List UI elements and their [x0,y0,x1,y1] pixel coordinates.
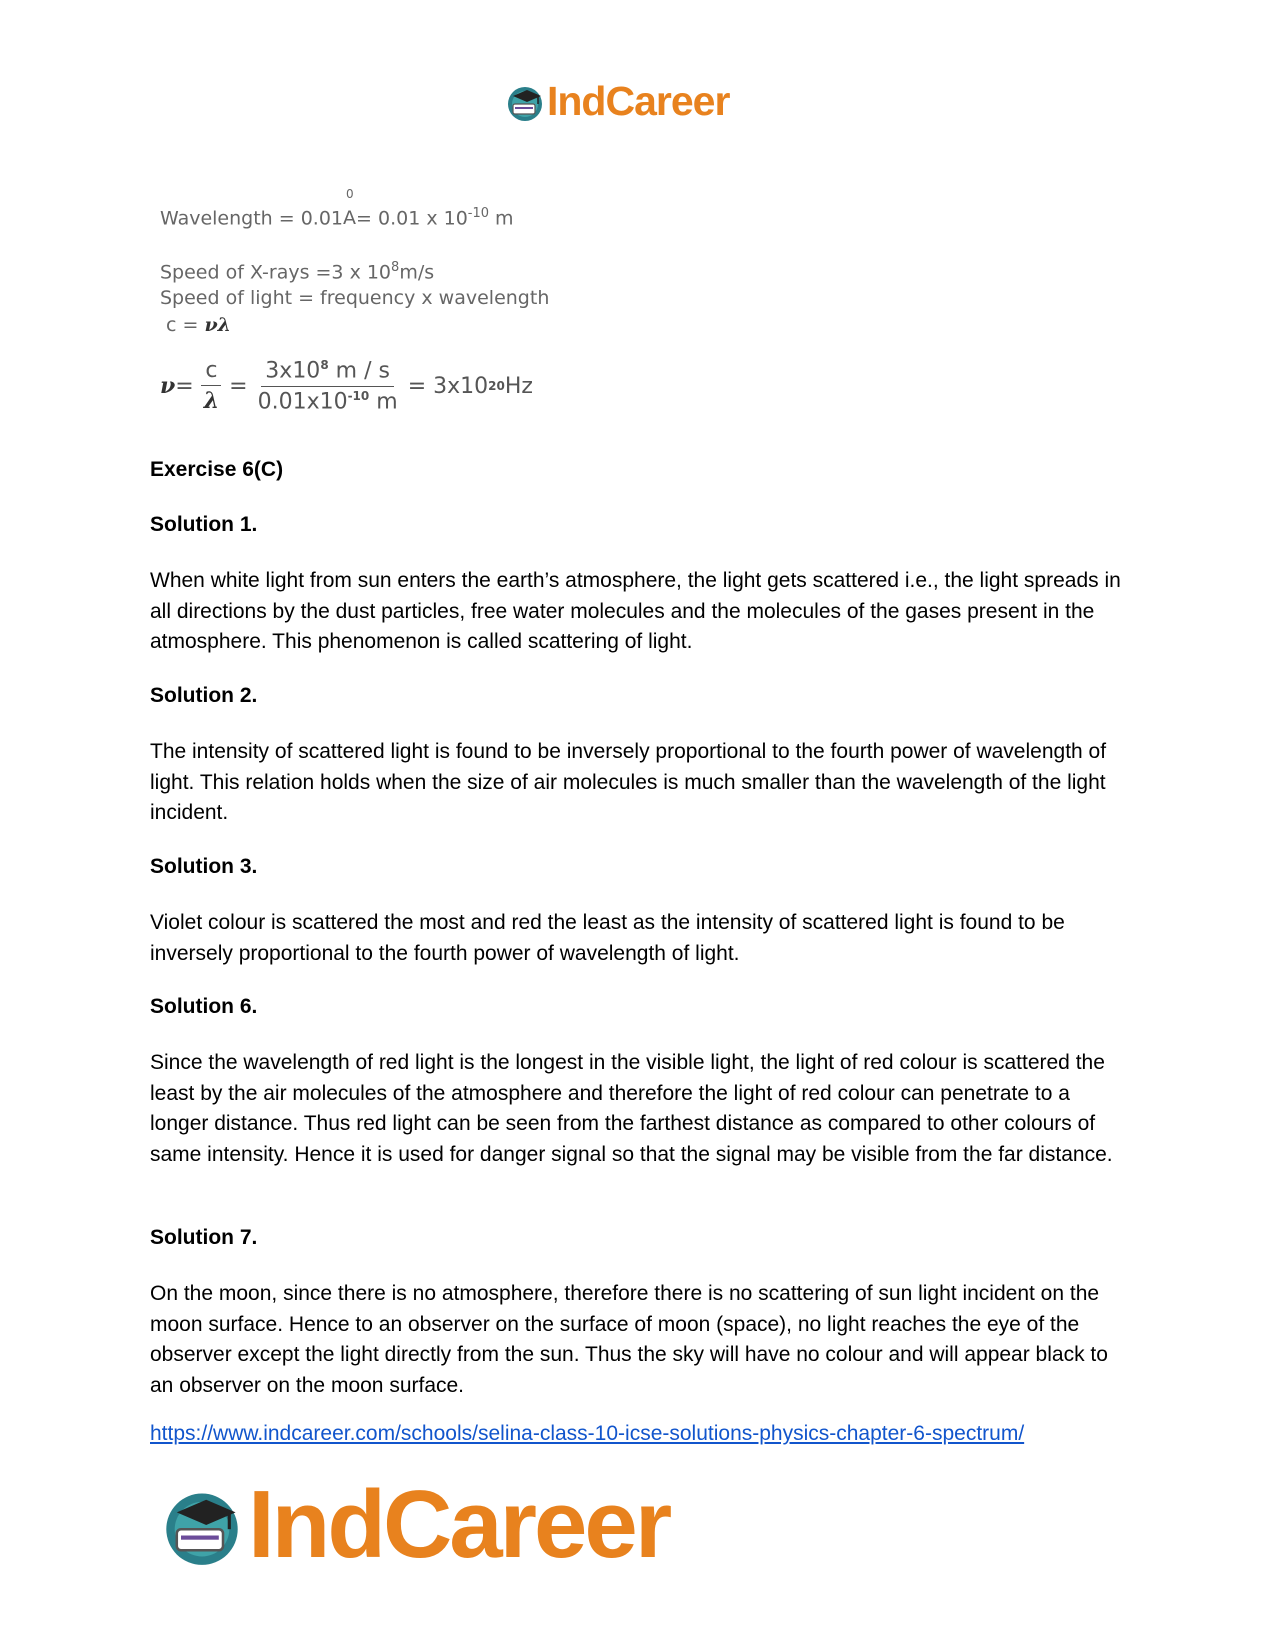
solution-7-text: On the moon, since there is no atmosphere, therefore there is no scattering of sun light incident on the moon surface. Hence to an observer on the surface of moon (space), no light reaches the eye of the observer except the light directly from the sun. Thus the sky will have no colour and will appear black to an observer on the moon surface. [150,1282,1108,1397]
graduate-globe-icon [505,82,545,122]
source-link[interactable]: https://www.indcareer.com/schools/selina-class-10-icse-solutions-physics-chapter-6-spectrum/ [150,1422,1025,1445]
fraction-c-over-lambda: $\frac{c}{\lambda}$ [200,358,223,414]
exercise-heading: Exercise 6(C) [150,458,284,481]
solution-6-heading: Solution 6. [150,995,258,1018]
fraction-values: $\frac{3x10^8 m / s}{0.01x10^{-10} m}$ [257,358,398,414]
formula-line-speed-light: Speed of light = frequency x wavelength [160,287,550,309]
graduate-globe-icon [160,1483,244,1567]
header-logo [505,78,729,125]
formula-line-c-equals: c = νλ [166,314,231,336]
solution-1-text: When white light from sun enters the earth’s atmosphere, the light gets scattered i.e., the light spreads in all directions by the dust particles, free water molecules and the molecules of the gases present in the atmosphere. This phenomenon is called scattering of light. [150,569,1121,653]
solution-7-heading: Solution 7. [150,1226,258,1249]
solution-1-heading: Solution 1. [150,513,258,536]
formula-line-speed-xrays: Speed of X-rays =3 x $10^8m/s$ [160,260,435,284]
solution-2-text: The intensity of scattered light is found to be inversely proportional to the fourth power of wavelength of light. This relation holds when the size of air molecules is much smaller than the wavelength of the light incident. [150,740,1107,824]
solution-3-text: Violet colour is scattered the most and red the least as the intensity of scattered light is found to be inversely proportional to the fourth power of wavelength of light. [150,911,1065,965]
solution-6-text: Since the wavelength of red light is the longest in the visible light, the light of red colour is scattered the least by the air molecules of the atmosphere and therefore the light of red colour can penetrate to a longer distance. Thus red light can be seen from the farthest distance as compared to other colours of same intensity. Hence it is used for danger signal so that the signal may be visible from the far distance. [150,1051,1113,1166]
frequency-equation: ν = $\frac{c}{\lambda}$ = $\frac{3x10^8 m / s}{0.01x10^{-10} m}$ = 3x10 20 Hz [160,358,533,414]
footer-logo [160,1470,669,1580]
brand-name: IndCareer [248,1471,670,1578]
solution-3-heading: Solution 3. [150,855,258,878]
brand-name: IndCareer [547,78,730,124]
formula-line-wavelength: Wavelength = 0.01 0 A= 0.01 x $10^{-10}$ m [160,187,514,230]
solution-2-heading: Solution 2. [150,684,258,707]
